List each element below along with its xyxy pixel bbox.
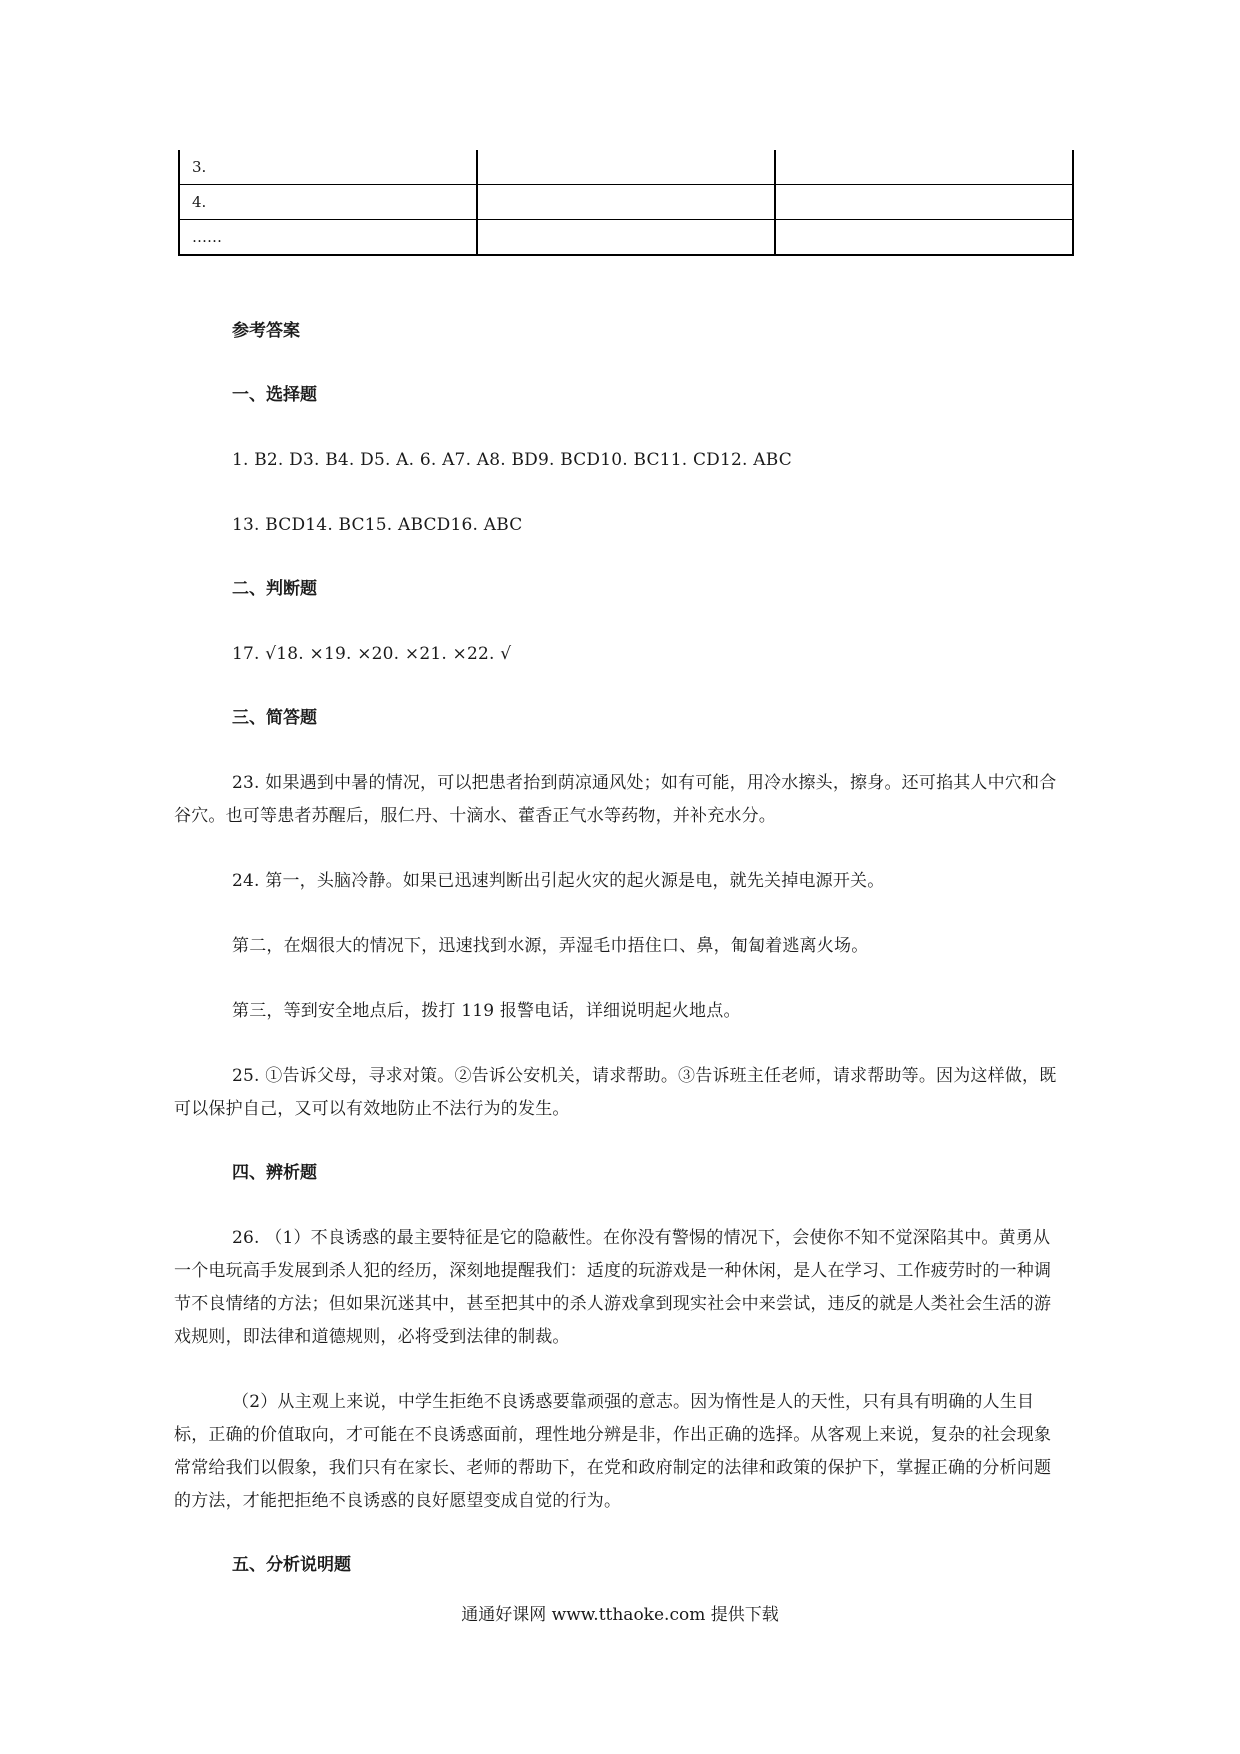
answer-26-part2: （2）从主观上来说，中学生拒绝不良诱惑要靠顽强的意志。因为惰性是人的天性，只有具有明确的人生目标，正确的价值取向，才可能在不良诱惑面前，理性地分辨是非，作出正确的选择。从客观上来说，复杂的社会现象常常给我们以假象，我们只有在家长、老师的帮助下，在党和政府制定的法律和政策的保护下，掌握正确的分析问题的方法，才能把拒绝不良诱惑的良好愿望变成自觉的行为。 (174, 1392, 1052, 1511)
table-row (179, 220, 1073, 256)
section-heading-judge: 二、判断题 (232, 579, 317, 599)
table-cell (477, 150, 775, 185)
answer-24-first: 24. 第一，头脑冷静。如果已迅速判断出引起火灾的起火源是电，就先关掉电源开关。 (232, 871, 885, 891)
table-cell (477, 185, 775, 220)
table-cell (775, 185, 1073, 220)
answer-24-third: 第三，等到安全地点后，拨打 119 报警电话，详细说明起火地点。 (232, 1001, 741, 1021)
table-cell: 4. (179, 185, 477, 220)
table-cell (477, 220, 775, 256)
table-cell: …… (179, 220, 477, 256)
table-cell (775, 220, 1073, 256)
answer-24-second: 第二，在烟很大的情况下，迅速找到水源，弄湿毛巾捂住口、鼻，匍匐着逃离火场。 (232, 936, 869, 956)
answer-content (174, 316, 1062, 1614)
table-cell (775, 150, 1073, 185)
answer-25: 25. ①告诉父母，寻求对策。②告诉公安机关，请求帮助。③告诉班主任老师，请求帮助等。因为这样做，既可以保护自己，又可以有效地防止不法行为的发生。 (174, 1066, 1057, 1119)
section-heading-short: 三、简答题 (232, 708, 317, 728)
answer-table (178, 150, 1074, 256)
table-row (179, 150, 1073, 185)
section-heading-choice: 一、选择题 (232, 385, 317, 405)
table-cell: 3. (179, 150, 477, 185)
section-heading-explain: 五、分析说明题 (232, 1555, 351, 1575)
choice-answers-line1: 1. B2. D3. B4. D5. A. 6. A7. A8. BD9. BCD10. BC11. CD12. ABC (232, 450, 792, 470)
section-heading-analysis: 四、辨析题 (232, 1163, 317, 1183)
answer-26-part1: 26. （1）不良诱惑的最主要特征是它的隐蔽性。在你没有警惕的情况下，会使你不知不觉深陷其中。黄勇从一个电玩高手发展到杀人犯的经历，深刻地提醒我们：适度的玩游戏是一种休闲，是人在学习、工作疲劳时的一种调节不良情绪的方法；但如果沉迷其中，甚至把其中的杀人游戏拿到现实社会中来尝试，违反的就是人类社会生活的游戏规则，即法律和道德规则，必将受到法律的制裁。 (174, 1228, 1052, 1347)
answers-title: 参考答案 (232, 321, 300, 341)
table-row (179, 185, 1073, 220)
page-footer: 通通好课网 www.tthaoke.com 提供下载 (461, 1605, 779, 1625)
judge-answers-line: 17. √18. ×19. ×20. ×21. ×22. √ (232, 644, 512, 664)
choice-answers-line2: 13. BCD14. BC15. ABCD16. ABC (232, 515, 523, 535)
answer-23: 23. 如果遇到中暑的情况，可以把患者抬到荫凉通风处；如有可能，用冷水擦头，擦身。还可掐其人中穴和合谷穴。也可等患者苏醒后，服仁丹、十滴水、藿香正气水等药物，并补充水分。 (174, 773, 1057, 826)
